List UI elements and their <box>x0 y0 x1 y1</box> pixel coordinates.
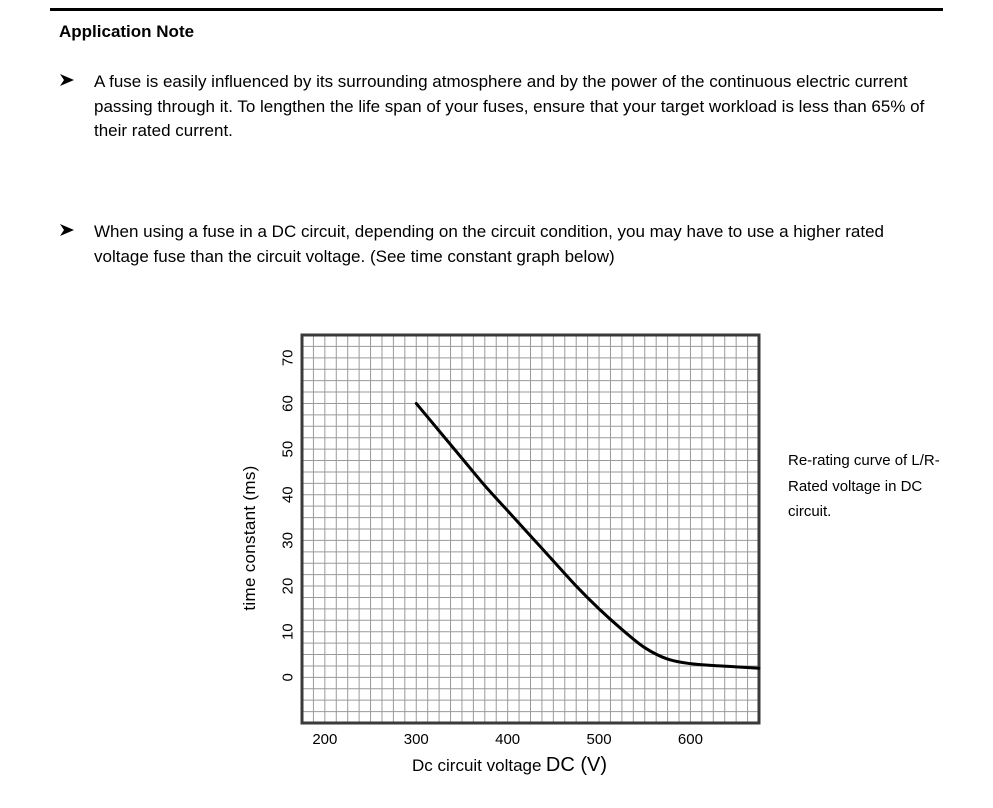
x-tick-label: 300 <box>403 731 429 748</box>
y-tick-label: 30 <box>279 532 297 549</box>
x-tick-label: 500 <box>586 731 612 748</box>
y-tick-label: 40 <box>279 486 297 504</box>
side-note: Re-rating curve of L/R-Rated voltage in DC circuit. <box>788 452 940 520</box>
y-tick-label: 70 <box>279 349 297 367</box>
y-tick-label: 50 <box>279 440 297 458</box>
bullet-text: When using a fuse in a DC circuit, depending on the circuit condition, you may have to use a higher rated voltage fuse than the circuit voltage. (See time constant graph below) <box>94 222 885 266</box>
x-tick-label: 200 <box>312 731 338 748</box>
x-tick-label: 600 <box>677 731 703 748</box>
y-axis-label: time constant (ms) <box>240 465 259 611</box>
y-tick-label: 10 <box>279 623 297 641</box>
x-axis-label-part2: DC (V) <box>545 754 607 776</box>
x-axis-label <box>412 754 607 777</box>
y-tick-label: 60 <box>279 395 297 412</box>
y-tick-label: 0 <box>279 673 297 682</box>
bullet-text: A fuse is easily influenced by its surrounding atmosphere and by the power of the continuous electric current passing through it. To lengthen the life span of your fuses, ensure that your target workload is less than 65% of their rated current. <box>94 72 925 140</box>
x-tick-label: 400 <box>495 731 521 748</box>
x-axis-label-part1: Dc circuit voltage <box>412 756 542 775</box>
page-heading: Application Note <box>59 22 195 41</box>
chart-tick-labels <box>280 349 703 748</box>
y-tick-label: 20 <box>279 577 297 595</box>
